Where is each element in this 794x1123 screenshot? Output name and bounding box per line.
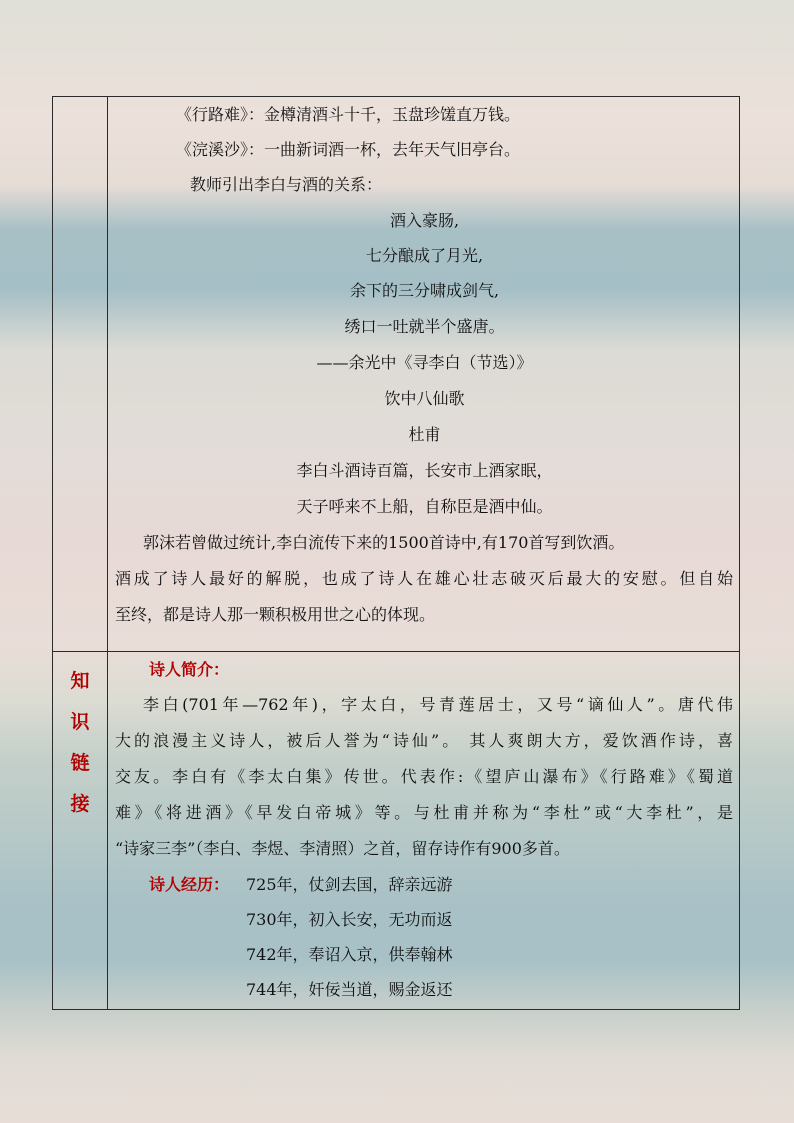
experience-item: 730年，初入长安，无功而返 — [246, 910, 453, 929]
paragraph-line: 酒成了诗人最好的解脱，也成了诗人在雄心壮志破灭后最大的安慰。但自始 — [115, 569, 733, 588]
column-divider — [107, 97, 108, 1009]
bio-line: 交友。李白有《李太白集》传世。代表作:《望庐山瀑布》《行路难》《蜀道 — [115, 767, 733, 786]
paragraph-line: 至终，都是诗人那一颗积极用世之心的体现。 — [115, 605, 436, 624]
poem-attribution: ——余光中《寻李白（节选）》 — [316, 353, 533, 372]
experience-item: 725年，仗剑去国，辞亲远游 — [246, 875, 453, 894]
experience-item: 744年，奸佞当道，赐金返还 — [246, 980, 453, 999]
poem-author: 杜甫 — [408, 425, 441, 444]
poem-line: 余下的三分啸成剑气, — [349, 281, 500, 300]
knowledge-link-label: 知 识 链 接 — [70, 670, 90, 815]
teacher-intro: 教师引出李白与酒的关系： — [190, 175, 383, 194]
quote-line-2: 《浣溪沙》：一曲新词酒一杯，去年天气旧亭台。 — [176, 140, 521, 159]
poem-line: 绣口一吐就半个盛唐。 — [344, 317, 505, 336]
poem-title: 饮中八仙歌 — [384, 389, 465, 408]
poem-line: 天子呼来不上船，自称臣是酒中仙。 — [296, 497, 553, 516]
bio-line: 难》《将进酒》《早发白帝城》等。与杜甫并称为“李杜”或“大李杜”，是 — [115, 803, 733, 822]
bio-line: “诗家三李”（李白、李煜、李清照）之首，留存诗作有900多首。 — [115, 839, 570, 858]
row-divider — [53, 651, 739, 652]
poem-line: 李白斗酒诗百篇，长安市上酒家眠， — [296, 461, 553, 480]
poem-line: 七分酿成了月光, — [365, 246, 484, 265]
quote-line-1: 《行路难》：金樽清酒斗十千，玉盘珍馐直万钱。 — [176, 105, 521, 124]
bio-line: 李白(701年—762年)，字太白，号青莲居士，又号“谪仙人”。唐代伟 — [143, 695, 733, 714]
bio-line: 大的浪漫主义诗人，被后人誉为“诗仙”。 其人爽朗大方，爱饮酒作诗，喜 — [115, 731, 733, 750]
experience-item: 742年，奉诏入京，供奉翰林 — [246, 945, 453, 964]
poem-line: 酒入豪肠, — [389, 211, 460, 230]
content-table — [52, 96, 740, 1010]
paragraph-line: 郭沫若曾做过统计,李白流传下来的1500首诗中,有170首写到饮酒。 — [143, 533, 625, 552]
poet-experience-heading: 诗人经历： — [149, 875, 230, 894]
poet-intro-heading: 诗人简介： — [149, 660, 230, 679]
